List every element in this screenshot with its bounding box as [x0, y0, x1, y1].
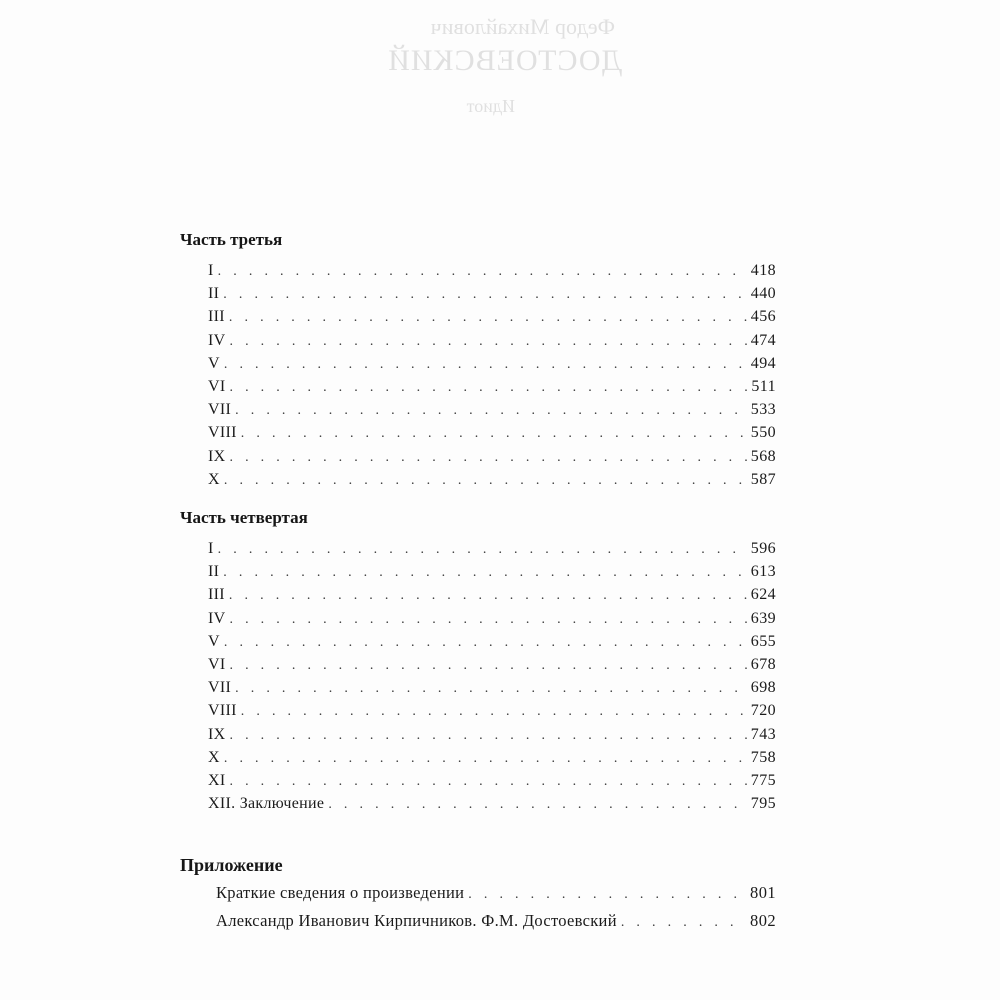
dot-leader [241, 700, 747, 723]
toc-entry-page-number: 802 [750, 911, 776, 930]
dot-leader [328, 793, 746, 816]
dot-leader [235, 399, 747, 422]
part-three-heading: Часть третья [180, 230, 283, 249]
toc-entry-page-number: 698 [750, 679, 776, 697]
toc-entry-label: I [208, 540, 214, 557]
toc-entry-label: IX [208, 725, 226, 743]
dot-leader [468, 881, 746, 909]
toc-entry-label: X [208, 748, 220, 766]
toc-entry-page-number: 418 [750, 262, 776, 279]
toc-entry-label: Краткие сведения о произведении [216, 883, 465, 902]
dot-leader [235, 677, 747, 700]
dot-leader [229, 330, 746, 353]
toc-entry-page-number: 533 [750, 401, 776, 419]
dot-leader [229, 770, 746, 793]
toc-entry[interactable] [216, 907, 776, 935]
toc-entry-page-number: 678 [750, 655, 776, 673]
toc-entry[interactable] [208, 375, 776, 398]
dot-leader [229, 446, 746, 469]
toc-entry-label: X [208, 470, 220, 488]
toc-entry-label: VII [208, 679, 232, 697]
dot-leader [229, 608, 746, 631]
bleed-through-author-surname: ДОСТОЕВСКИЙ [387, 44, 622, 77]
toc-entry-label: IV [208, 331, 226, 349]
toc-entry-label: I [208, 262, 214, 279]
toc-entry-label: Александр Иванович Кирпичников. Ф.М. Достоевский [216, 911, 617, 930]
dot-leader [223, 561, 747, 584]
dot-leader [229, 306, 747, 329]
toc-entry[interactable] [208, 723, 776, 746]
dot-leader [229, 654, 746, 677]
toc-entry-label: II [208, 563, 220, 581]
toc-entry[interactable] [208, 537, 776, 560]
dot-leader [223, 283, 747, 306]
toc-entry[interactable] [208, 699, 776, 722]
toc-entry[interactable] [208, 445, 776, 468]
bleed-through-author-name: Федор Михайлович [430, 14, 615, 39]
part-four-heading: Часть четвертая [180, 508, 308, 527]
part-three-toc [208, 259, 776, 491]
toc-entry[interactable] [208, 305, 776, 328]
toc-entry-page-number: 440 [750, 285, 776, 303]
toc-entry[interactable] [208, 583, 776, 606]
toc-entry[interactable] [208, 352, 776, 375]
toc-entry-label: IV [208, 609, 226, 627]
toc-entry[interactable] [208, 792, 776, 815]
toc-entry-label: XII. Заключение [208, 795, 325, 813]
toc-entry-label: VII [208, 401, 232, 419]
toc-entry-label: II [208, 285, 220, 303]
toc-entry[interactable] [208, 398, 776, 421]
dot-leader [621, 909, 746, 937]
toc-entry[interactable] [208, 746, 776, 769]
dot-leader [224, 631, 747, 654]
toc-entry[interactable] [208, 259, 776, 282]
toc-entry-label: V [208, 354, 220, 372]
toc-entry-page-number: 655 [750, 632, 776, 650]
toc-entry-label: V [208, 632, 220, 650]
dot-leader [224, 469, 747, 492]
toc-entry[interactable] [208, 421, 776, 444]
dot-leader [224, 353, 747, 376]
toc-entry-label: VIII [208, 702, 237, 720]
dot-leader [241, 422, 747, 445]
toc-entry-page-number: 624 [750, 586, 776, 604]
toc-entry-page-number: 456 [750, 308, 776, 326]
toc-entry-label: IX [208, 447, 226, 465]
toc-entry-page-number: 758 [750, 748, 776, 766]
toc-entry-page-number: 801 [750, 883, 776, 902]
dot-leader [229, 724, 746, 747]
toc-entry-label: III [208, 308, 225, 326]
toc-entry[interactable] [208, 653, 776, 676]
toc-entry-page-number: 795 [750, 795, 776, 813]
toc-entry-label: VI [208, 655, 226, 673]
toc-entry[interactable] [208, 676, 776, 699]
toc-entry[interactable] [208, 769, 776, 792]
toc-entry-page-number: 550 [750, 424, 776, 442]
bleed-through-title: Идиот [466, 96, 515, 116]
toc-entry-page-number: 639 [750, 609, 776, 627]
toc-entry-page-number: 494 [750, 354, 776, 372]
toc-entry-page-number: 568 [750, 447, 776, 465]
toc-entry-page-number: 613 [750, 563, 776, 581]
toc-entry-label: VIII [208, 424, 237, 442]
toc-entry[interactable] [208, 630, 776, 653]
part-four-toc [208, 537, 776, 815]
toc-entry-page-number: 511 [751, 377, 776, 395]
appendix-heading: Приложение [180, 855, 283, 875]
dot-leader [218, 538, 747, 561]
toc-entry-page-number: 743 [750, 725, 776, 743]
toc-entry-page-number: 775 [750, 771, 776, 789]
toc-entry[interactable] [208, 468, 776, 491]
dot-leader [218, 260, 747, 283]
toc-entry-page-number: 474 [750, 331, 776, 349]
appendix-toc [216, 879, 776, 935]
toc-entry[interactable] [208, 607, 776, 630]
dot-leader [229, 376, 747, 399]
toc-entry-label: III [208, 586, 225, 604]
toc-entry-page-number: 720 [750, 702, 776, 720]
toc-entry-page-number: 596 [750, 540, 776, 557]
toc-entry-label: XI [208, 771, 226, 789]
toc-entry[interactable] [208, 560, 776, 583]
toc-entry[interactable] [216, 879, 776, 907]
toc-entry-label: VI [208, 377, 226, 395]
dot-leader [224, 747, 747, 770]
toc-entry[interactable] [208, 329, 776, 352]
dot-leader [229, 584, 747, 607]
toc-entry-page-number: 587 [750, 470, 776, 488]
toc-entry[interactable] [208, 282, 776, 305]
